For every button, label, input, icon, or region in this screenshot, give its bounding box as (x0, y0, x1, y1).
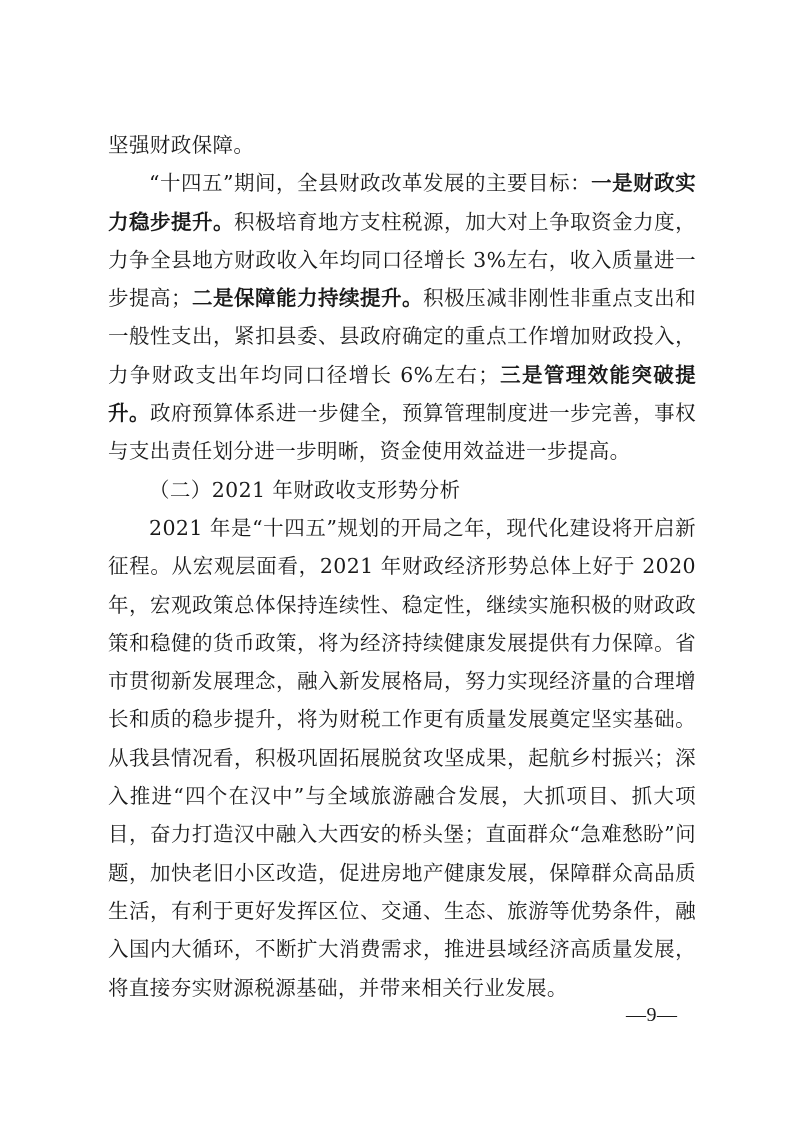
goal-three-text: 政府预算体系进一步健全，预算管理制度进一步完善，事权与支出责任划分进一步明晰，资金使用效益进一步提高。 (108, 401, 696, 464)
goal-three-heading: 三是管理效能突破提升。 (108, 362, 696, 426)
paragraph-goals (108, 164, 696, 470)
paragraph-analysis: 2021 年是“十四五”规划的开局之年，现代化建设将开启新征程。从宏观层面看，2021 年财政经济形势总体上好于 2020 年，宏观政策总体保持连续性、稳定性，继续实施积极的财政政策和稳健的货币政策，将为经济持续健康发展提供有力保障。省市贯彻新发展理念，融入新发展格局，努力实现经济量的合理增长和质的稳步提升，将为财税工作更有质量发展奠定坚实基础。从我县情况看，积极巩固拓展脱贫攻坚成果，起航乡村振兴；深入推进“四个在汉中”与全域旅游融合发展，大抓项目、抓大项目，奋力打造汉中融入大西安的桥头堡；直面群众“急难愁盼”问题，加快老旧小区改造，促进房地产健康发展，保障群众高品质生活，有利于更好发挥区位、交通、生态、旅游等优势条件，融入国内大循环，不断扩大消费需求，推进县域经济高质量发展，将直接夯实财源税源基础，并带来相关行业发展。 (108, 515, 696, 1000)
paragraph-continuation: 坚强财政保障。 (108, 133, 255, 157)
goals-intro: “十四五”期间，全县财政改革发展的主要目标： (149, 171, 592, 196)
page-number: —9— (626, 1004, 678, 1026)
goal-two-text: 积极压减非刚性非重点支出和一般性支出，紧扣县委、县政府确定的重点工作增加财政投入，力争财政支出年均同口径增长 6%左右； (108, 286, 696, 387)
section-heading: （二）2021 年财政收支形势分析 (149, 477, 461, 502)
goal-one-text: 积极培育地方支柱税源，加大对上争取资金力度，力争全县地方财政收入年均同口径增长 3%左右，收入质量进一步提高； (108, 209, 696, 311)
goal-one-heading: 一是财政实力稳步提升。 (108, 171, 696, 234)
document-body (108, 126, 696, 1007)
goal-two-heading: 二是保障能力持续提升。 (191, 286, 424, 311)
